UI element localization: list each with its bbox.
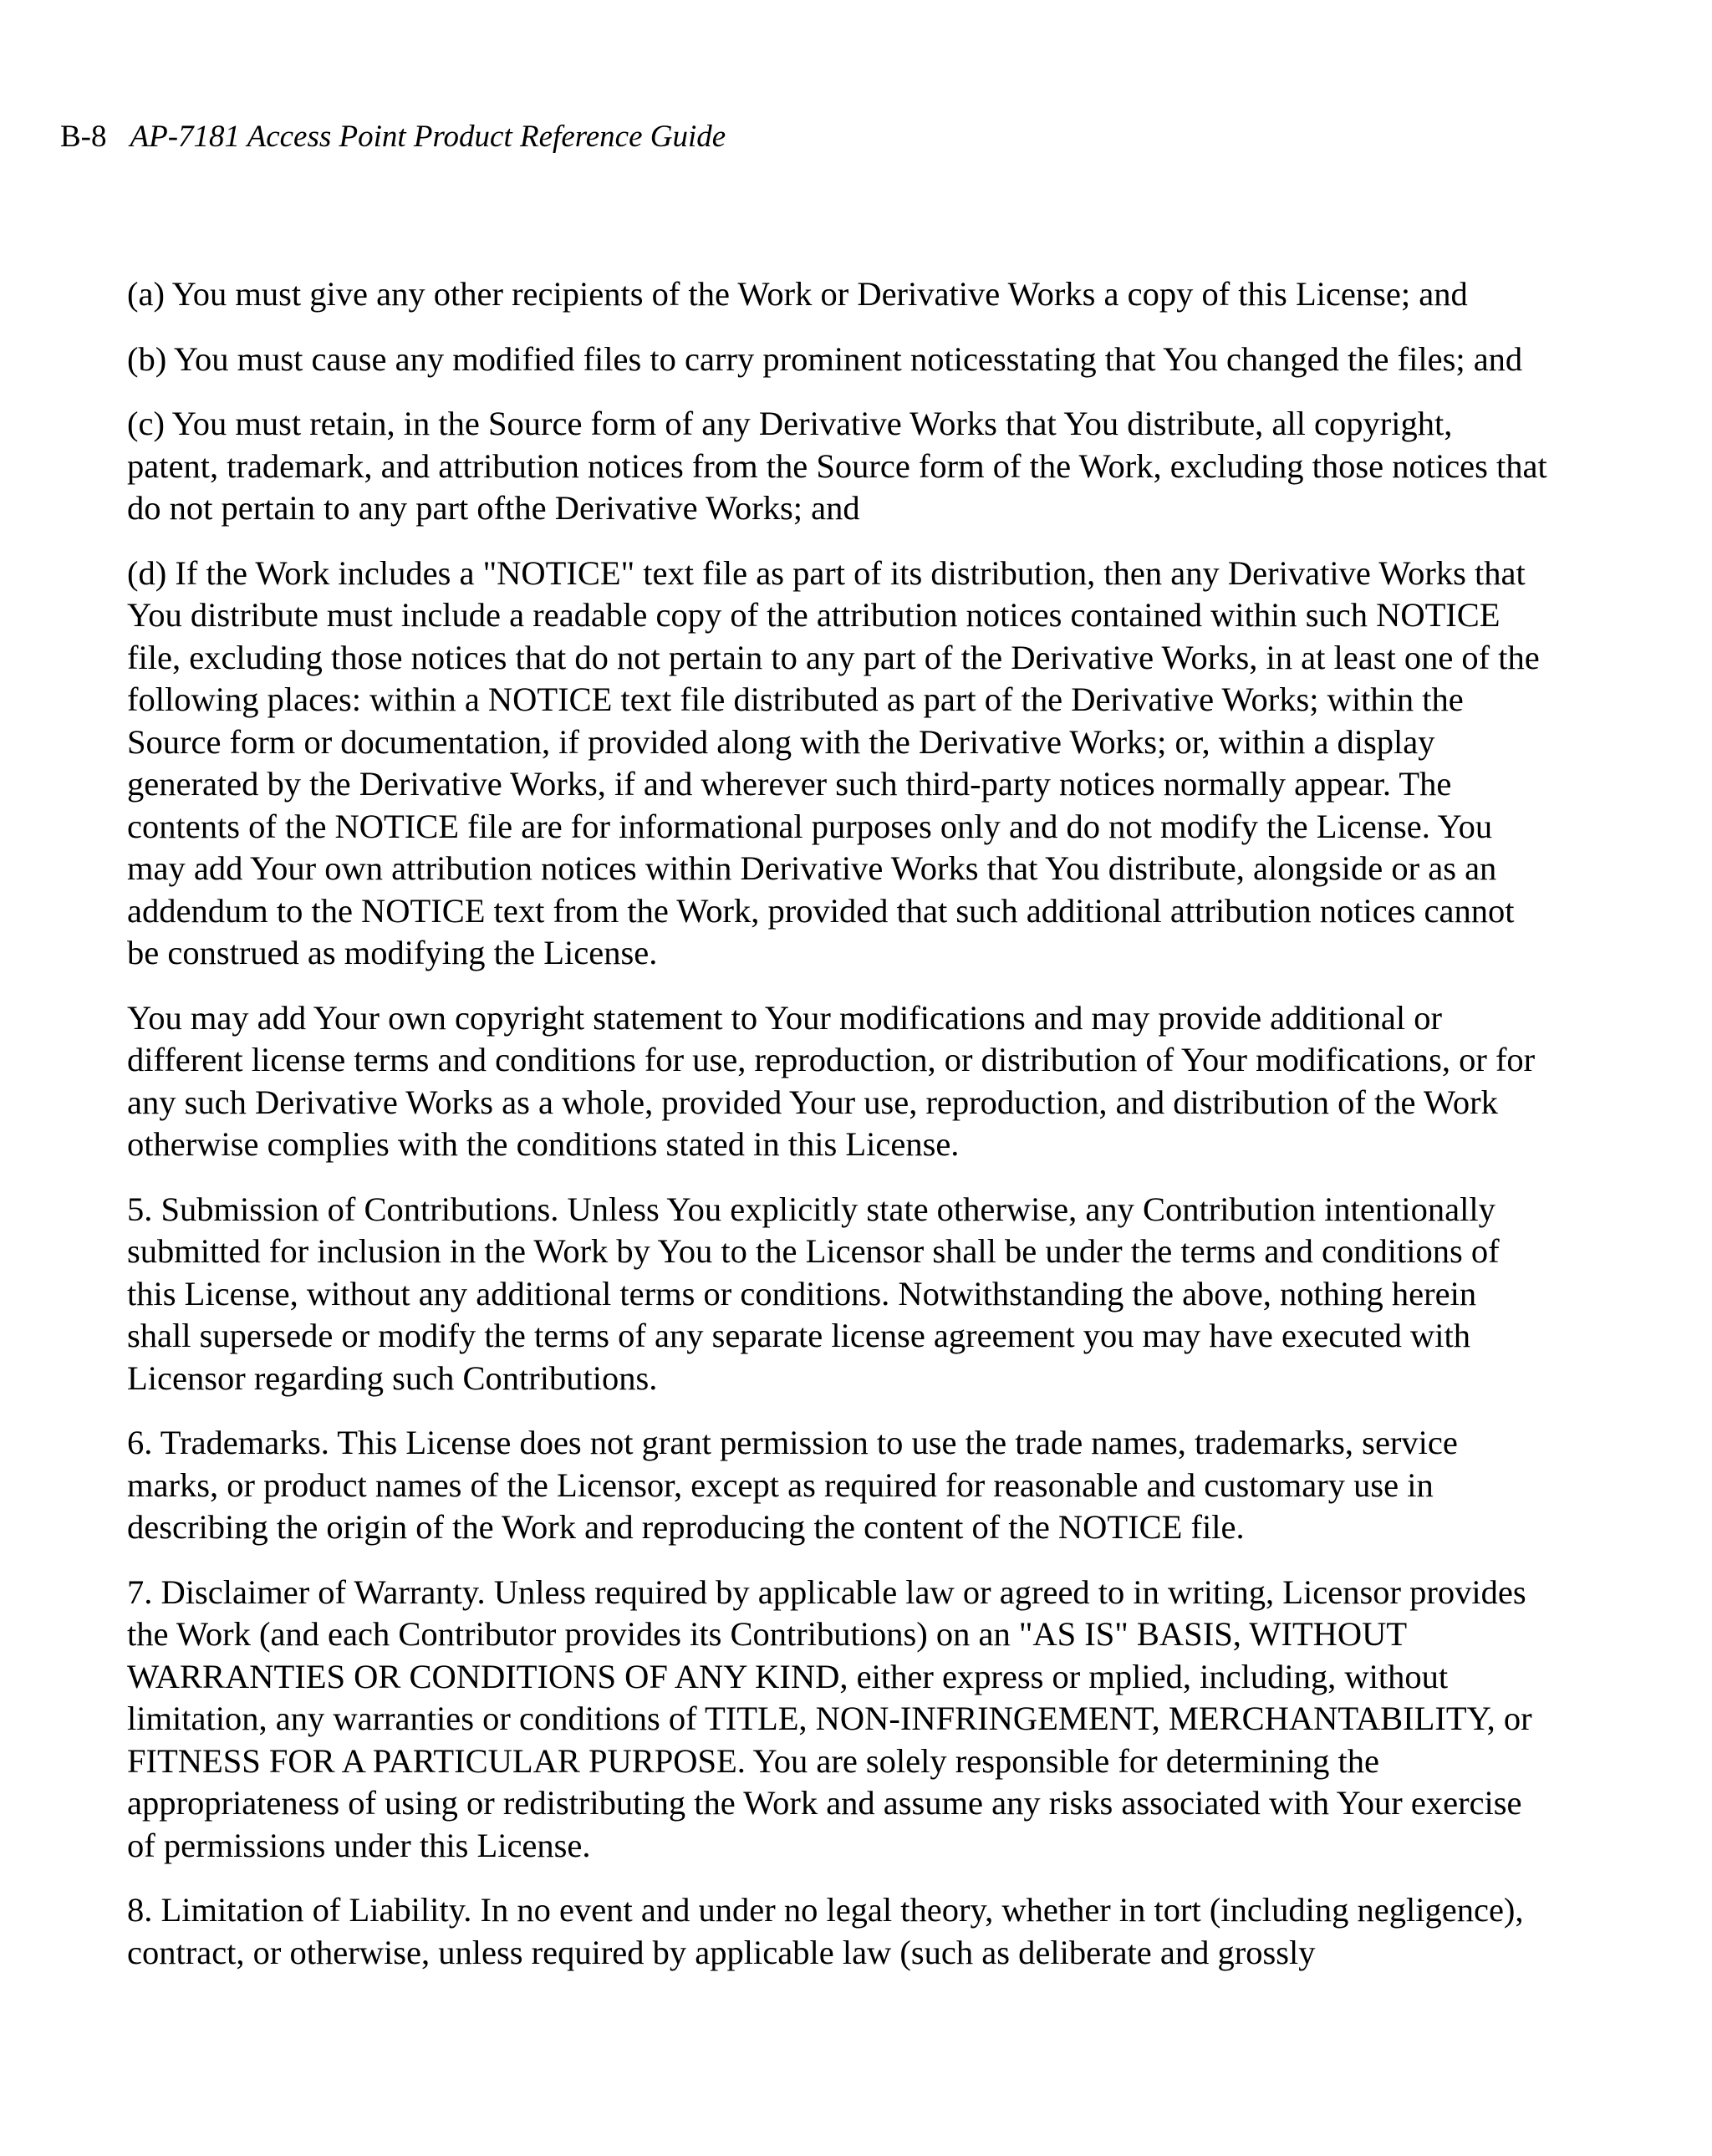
page-number: B-8	[60, 120, 107, 154]
paragraph-b: (b) You must cause any modified files to carry prominent noticesstating that You changed the files; and	[127, 339, 1523, 378]
section-8-limitation-of-liability: 8. Limitation of Liability. In no event and under no legal theory, whether in tort (including negligence), contract, or otherwise, unless required by applicable law (such as deliberate and grossly	[127, 1891, 1524, 1971]
section-5-submission-of-contributions: 5. Submission of Contributions. Unless You explicitly state otherwise, any Contribution intentionally submitted for inclusion in the Work by You to the Licensor shall be under the terms and conditions of this License, without any additional terms or conditions. Notwithstanding the above, nothing herein shall supersede or modify the terms of any separate license agreement you may have executed with Licensor regarding such Contributions.	[127, 1190, 1500, 1397]
paragraph-d: (d) If the Work includes a "NOTICE" text file as part of its distribution, then any Derivative Works that You distribute must include a readable copy of the attribution notices contained within such NOTICE file, excluding those notices that do not pertain to any part of the Derivative Works, in at least one of the following places: within a NOTICE text file distributed as part of the Derivative Works; within the Source form or documentation, if provided along with the Derivative Works; or, within a display generated by the Derivative Works, if and wherever such third-party notices normally appear. The contents of the NOTICE file are for informational purposes only and do not modify the License. You may add Your own attribution notices within Derivative Works that You distribute, alongside or as an addendum to the NOTICE text from the Work, provided that such additional attribution notices cannot be construed as modifying the License.	[127, 553, 1540, 971]
section-7-disclaimer-of-warranty: 7. Disclaimer of Warranty. Unless required by applicable law or agreed to in writing, Licensor provides the Work (and each Contributor provides its Contributions) on an "AS IS" BASIS, WITHOUT WARRANTIES OR CONDITIONS OF ANY KIND, either express or mplied, including, without limitation, any warranties or conditions of TITLE, NON-INFRINGEMENT, MERCHANTABILITY, or FITNESS FOR A PARTICULAR PURPOSE. You are solely responsible for determining the appropriateness of using or redistributing the Work and assume any risks associated with Your exercise of permissions under this License.	[127, 1572, 1532, 1864]
paragraph-a: (a) You must give any other recipients of the Work or Derivative Works a copy of this License; and	[127, 275, 1468, 313]
paragraph-additional-terms: You may add Your own copyright statement to Your modifications and may provide additional or different license terms and conditions for use, reproduction, or distribution of Your modifications, or for any such Derivative Works as a whole, provided Your use, reproduction, and distribution of the Work otherwise complies with the conditions stated in this License.	[127, 998, 1536, 1163]
guide-title: AP-7181 Access Point Product Reference Guide	[130, 120, 726, 154]
section-6-trademarks: 6. Trademarks. This License does not grant permission to use the trade names, trademarks, service marks, or product names of the Licensor, except as required for reasonable and customary use in describing the origin of the Work and reproducing the content of the NOTICE file.	[127, 1424, 1458, 1546]
paragraph-c: (c) You must retain, in the Source form of any Derivative Works that You distribute, all copyright, patent, trademark, and attribution notices from the Source form of the Work, excluding those notices that do not pertain to any part ofthe Derivative Works; and	[127, 405, 1547, 527]
running-header	[60, 119, 726, 155]
license-body	[127, 273, 1548, 1996]
